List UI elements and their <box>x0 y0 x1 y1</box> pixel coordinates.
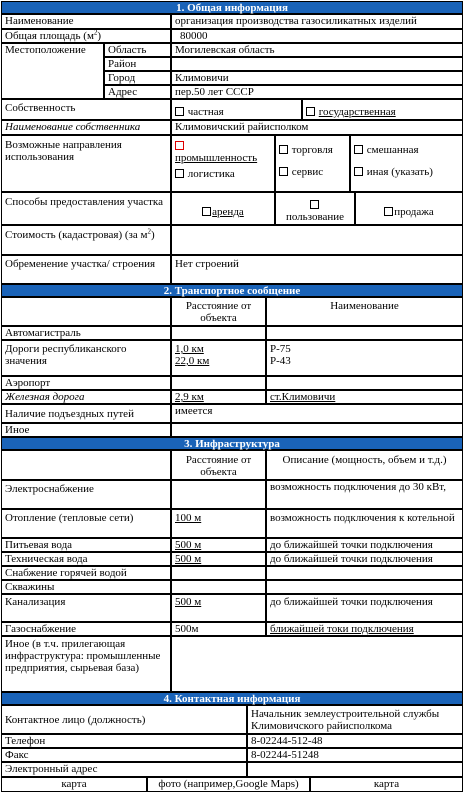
infra-desc-drinking-water: до ближайшей точки подключения <box>266 538 463 552</box>
infra-desc-sewerage: до ближайшей точки подключения <box>266 594 463 622</box>
area-label: Общая площадь $(м^2)$ <box>1 29 171 43</box>
roads-distance: 1,0 км 22,0 км <box>171 340 266 376</box>
infra-distance-heating: 100 м <box>171 509 266 538</box>
infra-distance-gas: 500м <box>171 622 266 636</box>
transport-header-blank <box>1 297 171 326</box>
checkbox-icon <box>354 167 363 176</box>
access-value: имеется <box>171 404 463 423</box>
transport-other-label: Иное <box>1 423 171 437</box>
ownership-label: Собственность <box>1 99 171 120</box>
infra-desc-electricity: возможность подключения до 30 кВт, <box>266 480 463 509</box>
section-4-header: 4. Контактная информация <box>1 692 463 705</box>
infra-label-hot-water: Снабжение горячей водой <box>1 566 171 580</box>
ownership-private[interactable]: частная <box>171 99 302 120</box>
roads-label: Дороги республиканского значения <box>1 340 171 376</box>
email-value <box>247 762 463 777</box>
encumbrance-label: Обременение участка/ строения <box>1 255 171 284</box>
provision-use[interactable]: пользование <box>275 192 355 225</box>
infra-label-wells: Скважины <box>1 580 171 594</box>
ownership-state[interactable]: государственная <box>302 99 463 120</box>
transport-col-name: Наименование <box>266 297 463 326</box>
infra-label-gas: Газоснабжение <box>1 622 171 636</box>
name-label: Наименование <box>1 14 171 29</box>
rail-name: ст.Климовичи <box>266 390 463 404</box>
location-label: Местоположение <box>1 43 104 99</box>
direction-service[interactable]: сервис <box>279 166 346 178</box>
direction-industry[interactable]: промышленность <box>175 140 271 164</box>
city-label: Город <box>104 71 171 85</box>
phone-value: 8-02244-512-48 <box>247 734 463 748</box>
encumbrance-value: Нет строений <box>171 255 463 284</box>
contact-value: Начальник землеустроительной службы Климовичского райисполкома <box>247 705 463 734</box>
direction-other[interactable]: иная (указать) <box>354 166 459 178</box>
footer-photo: фото (например,Google Maps) <box>147 777 310 792</box>
district-value <box>171 57 463 71</box>
infra-distance-electricity <box>171 480 266 509</box>
roads-name: Р-75 Р-43 <box>266 340 463 376</box>
infra-label-other: Иное (в т.ч. прилегающая инфраструктура: промышленные предприятия, сырьевая база) <box>1 636 171 692</box>
checkbox-icon <box>175 107 184 116</box>
district-label: Район <box>104 57 171 71</box>
infra-label-electricity: Электроснабжение <box>1 480 171 509</box>
owner-name-label: Наименование собственника <box>1 120 171 135</box>
direction-industry-cell <box>171 135 275 192</box>
section-2-header: 2. Транспортное сообщение <box>1 284 463 297</box>
contact-label: Контактное лицо (должность) <box>1 705 247 734</box>
provision-label: Способы предоставления участка <box>1 192 171 225</box>
airport-distance <box>171 376 266 390</box>
infra-desc-wells <box>266 580 463 594</box>
transport-col-distance: Расстояние от объекта <box>171 297 266 326</box>
fax-value: 8-02244-51248 <box>247 748 463 762</box>
owner-name-value: Климовичский райисполком <box>171 120 463 135</box>
checkbox-icon <box>354 145 363 154</box>
airport-name <box>266 376 463 390</box>
section-1-header: 1. Общая информация <box>1 1 463 14</box>
airport-label: Аэропорт <box>1 376 171 390</box>
cost-label: Стоимость (кадастровая) (за $м^2$) <box>1 225 171 255</box>
checkbox-icon <box>175 169 184 178</box>
infra-col-distance: Расстояние от объекта <box>171 450 266 480</box>
footer-map-2: карта <box>310 777 463 792</box>
infra-desc-gas: ближайшей токи подключения <box>266 622 463 636</box>
infra-distance-drinking-water: 500 м <box>171 538 266 552</box>
name-value: организация производства газосиликатных изделий <box>171 14 463 29</box>
infra-label-technical-water: Техническая вода <box>1 552 171 566</box>
region-label: Область <box>104 43 171 57</box>
infra-label-sewerage: Канализация <box>1 594 171 622</box>
infra-distance-hot-water <box>171 566 266 580</box>
footer-map-1: карта <box>1 777 147 792</box>
infra-distance-sewerage: 500 м <box>171 594 266 622</box>
direction-trade[interactable]: торговля <box>279 144 346 156</box>
address-label: Адрес <box>104 85 171 99</box>
region-value: Могилевская область <box>171 43 463 57</box>
provision-sale[interactable]: продажа <box>355 192 463 225</box>
section-3-header: 3. Инфраструктура <box>1 437 463 450</box>
provision-rent[interactable]: аренда <box>171 192 275 225</box>
direction-mixed[interactable]: смешанная <box>354 144 459 156</box>
city-value: Климовичи <box>171 71 463 85</box>
infra-desc-heating: возможность подключения к котельной <box>266 509 463 538</box>
infra-desc-technical-water: до ближайшей точки подключения <box>266 552 463 566</box>
directions-label: Возможные направления использования <box>1 135 171 192</box>
infra-col-description: Описание (мощность, объем и т.д.) <box>266 450 463 480</box>
infra-distance-technical-water: 500 м <box>171 552 266 566</box>
checkbox-icon <box>202 207 211 216</box>
rail-label: Железная дорога <box>1 390 171 404</box>
highway-label: Автомагистраль <box>1 326 171 340</box>
infra-label-drinking-water: Питьевая вода <box>1 538 171 552</box>
highway-distance <box>171 326 266 340</box>
checkbox-icon <box>175 141 184 150</box>
fax-label: Факс <box>1 748 247 762</box>
infra-desc-hot-water <box>266 566 463 580</box>
email-label: Электронный адрес <box>1 762 247 777</box>
cost-value <box>171 225 463 255</box>
address-value: пер.50 лет СССР <box>171 85 463 99</box>
transport-other-value <box>171 423 463 437</box>
area-value: 80000 <box>171 29 463 43</box>
checkbox-icon <box>279 145 288 154</box>
highway-name <box>266 326 463 340</box>
direction-mixed-cell <box>350 135 463 192</box>
rail-distance: 2,9 км <box>171 390 266 404</box>
direction-logistics[interactable]: логистика <box>175 168 271 180</box>
direction-trade-cell <box>275 135 350 192</box>
infra-value-other <box>171 636 463 692</box>
access-label: Наличие подъездных путей <box>1 404 171 423</box>
infra-header-blank <box>1 450 171 480</box>
checkbox-icon <box>310 200 319 209</box>
checkbox-icon <box>306 107 315 116</box>
checkbox-icon <box>279 167 288 176</box>
infra-label-heating: Отопление (тепловые сети) <box>1 509 171 538</box>
infra-distance-wells <box>171 580 266 594</box>
checkbox-icon <box>384 207 393 216</box>
phone-label: Телефон <box>1 734 247 748</box>
